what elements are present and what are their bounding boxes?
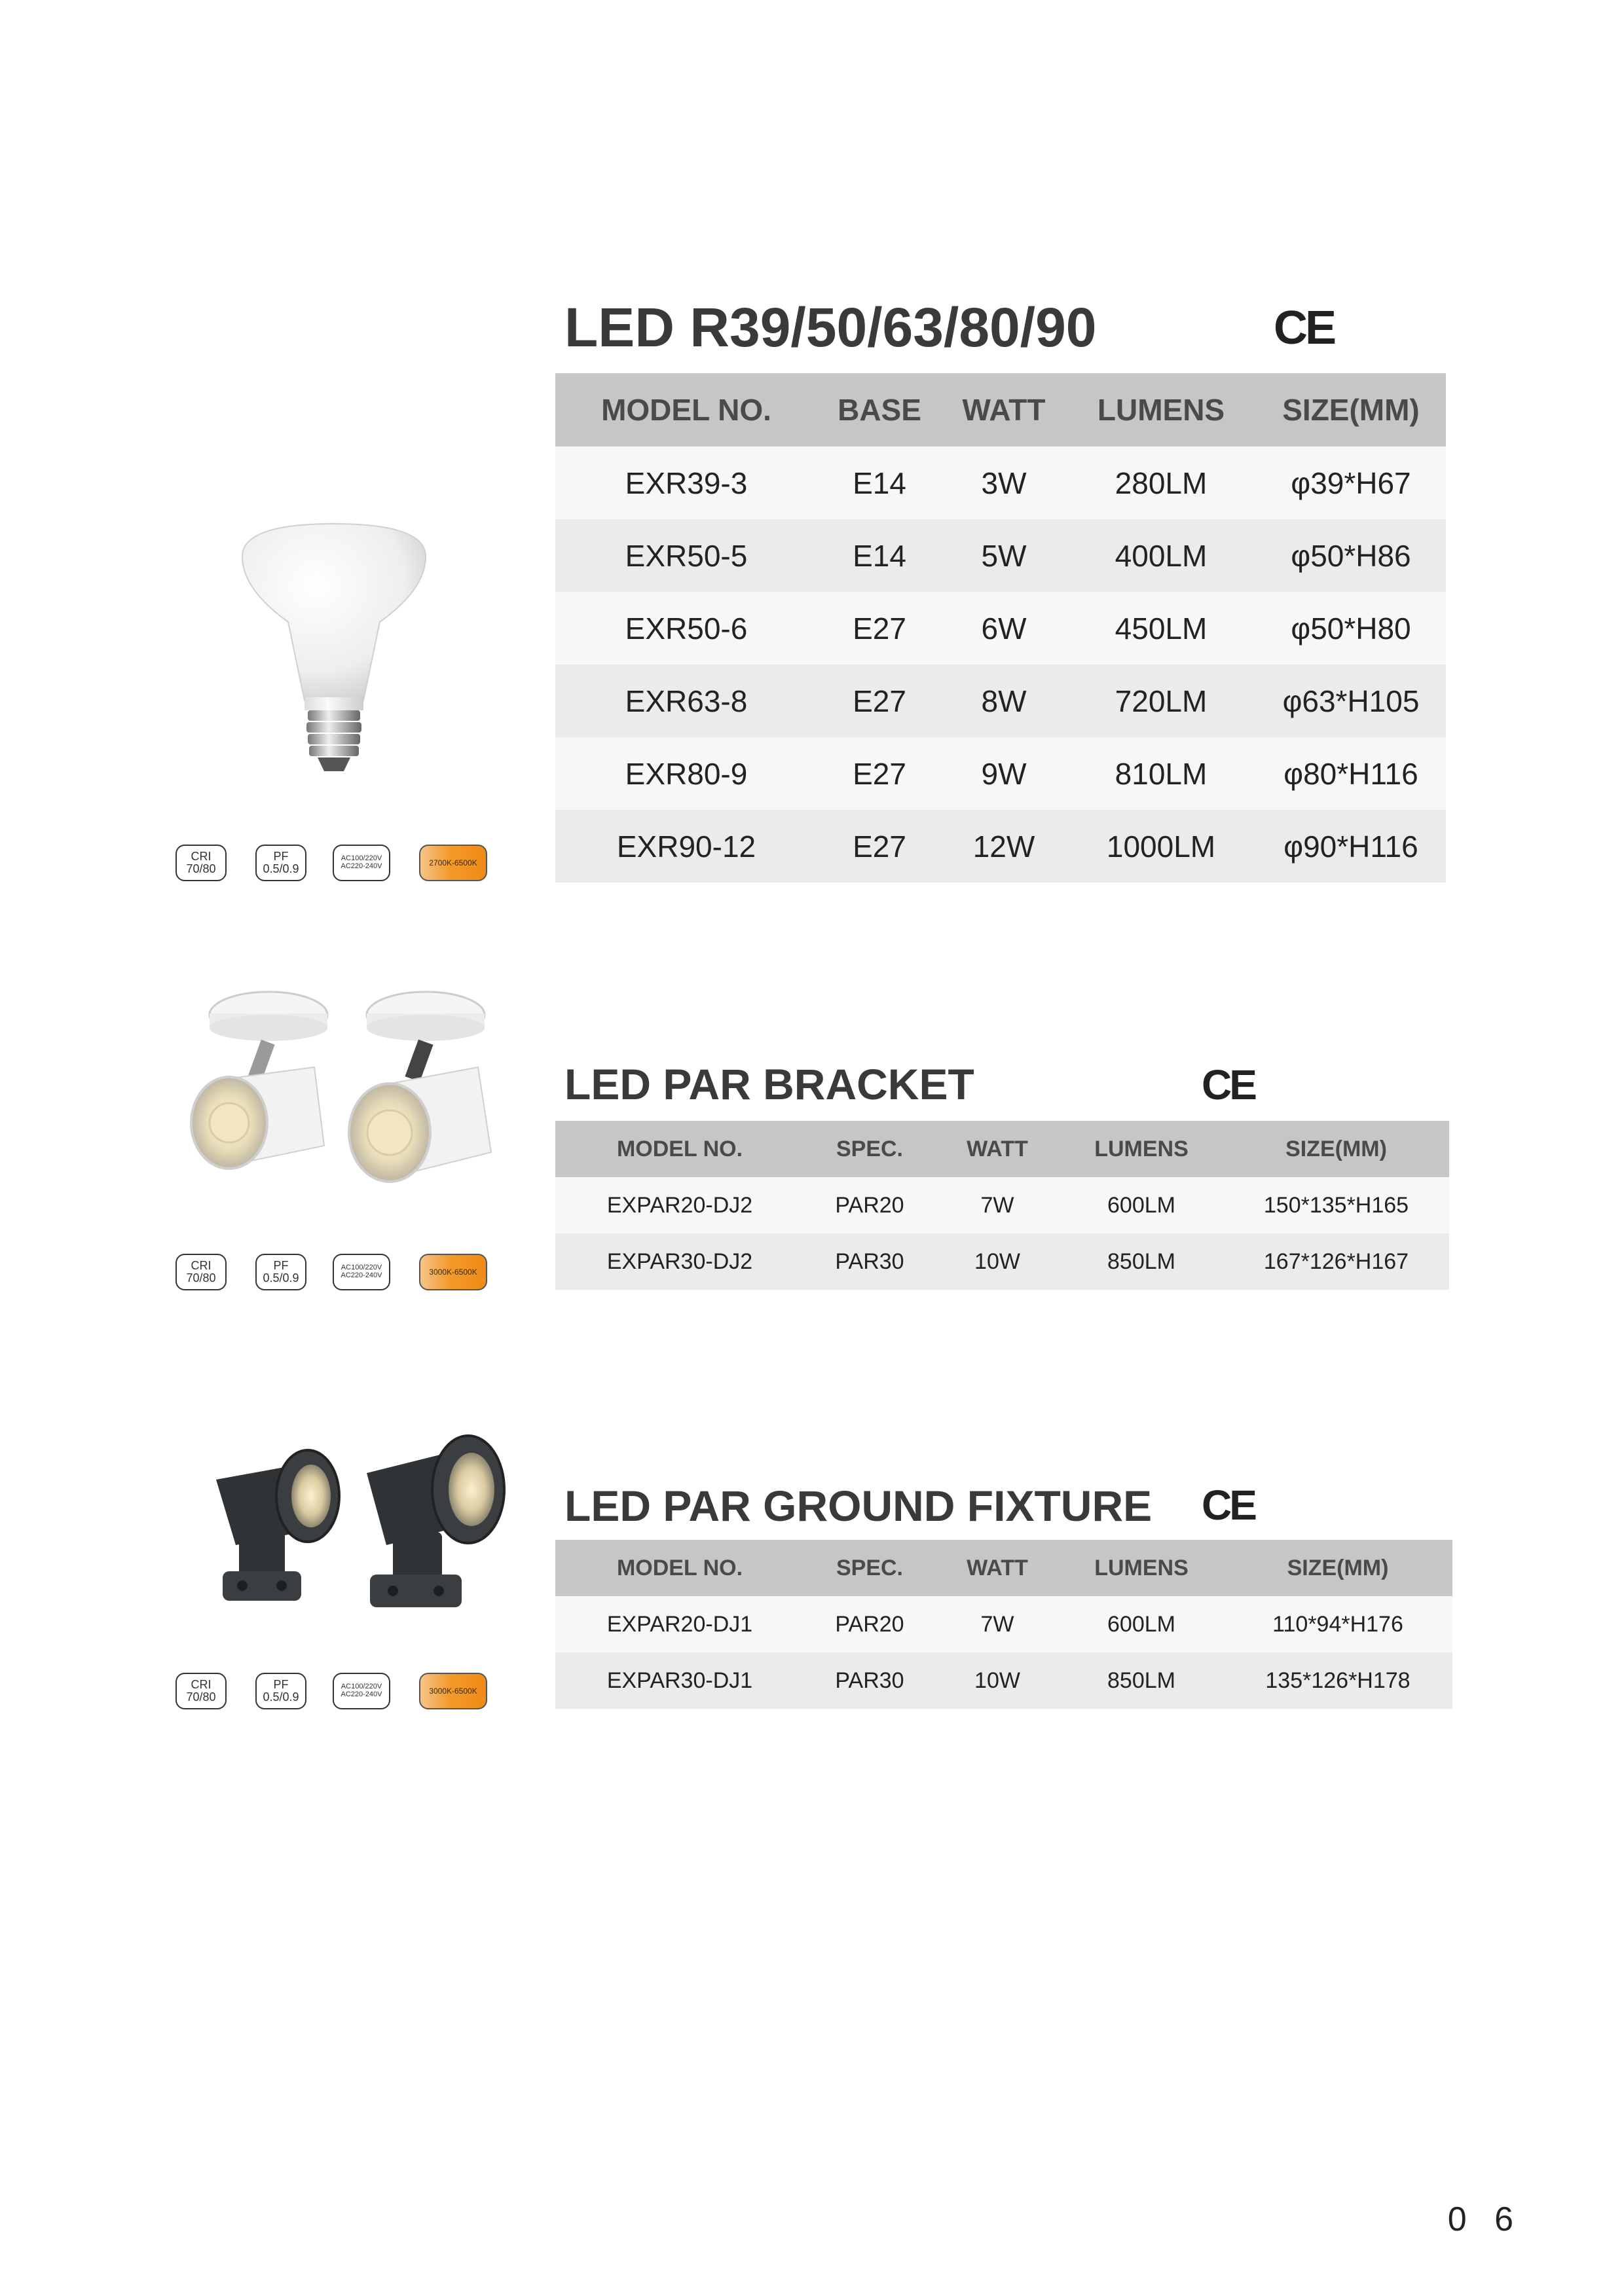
table-cell: 135*126*H178 xyxy=(1223,1652,1452,1709)
table-cell: 110*94*H176 xyxy=(1223,1596,1452,1652)
section-title: LED PAR BRACKET xyxy=(564,1060,974,1108)
table-row xyxy=(555,446,1446,519)
header-cell: SPEC. xyxy=(804,1121,935,1177)
table-cell: 10W xyxy=(935,1652,1060,1709)
cct-badge: 3000K-6500K xyxy=(419,1254,487,1290)
table-cell: EXR63-8 xyxy=(555,665,817,737)
table-cell: φ80*H116 xyxy=(1256,737,1446,810)
table-cell: 850LM xyxy=(1060,1652,1223,1709)
table-cell: PAR30 xyxy=(804,1233,935,1290)
table-cell: φ39*H67 xyxy=(1256,446,1446,519)
table-row xyxy=(555,1177,1449,1233)
header-cell: SIZE(MM) xyxy=(1256,373,1446,446)
table-cell: EXR80-9 xyxy=(555,737,817,810)
table-cell: 1000LM xyxy=(1066,810,1256,883)
header-cell: LUMENS xyxy=(1066,373,1256,446)
table-row xyxy=(555,1233,1449,1290)
cct-badge: 3000K-6500K xyxy=(419,1673,487,1709)
table-cell: 450LM xyxy=(1066,592,1256,665)
page-number: 0 6 xyxy=(1447,2200,1522,2238)
header-cell: BASE xyxy=(817,373,942,446)
ce-mark-icon: CE xyxy=(1202,1061,1255,1108)
table-row xyxy=(555,519,1446,592)
table-cell: 167*126*H167 xyxy=(1223,1233,1449,1290)
table-cell: PAR30 xyxy=(804,1652,935,1709)
table-cell: EXR50-5 xyxy=(555,519,817,592)
table-cell: E27 xyxy=(817,810,942,883)
table-cell: 810LM xyxy=(1066,737,1256,810)
table-row xyxy=(555,1596,1452,1652)
table-row xyxy=(555,1652,1452,1709)
table-cell: 600LM xyxy=(1060,1596,1223,1652)
table-cell: EXPAR20-DJ2 xyxy=(555,1177,804,1233)
table-cell: EXPAR20-DJ1 xyxy=(555,1596,804,1652)
table-cell: 5W xyxy=(942,519,1066,592)
table-cell: 400LM xyxy=(1066,519,1256,592)
table-cell: 8W xyxy=(942,665,1066,737)
table-cell: EXR39-3 xyxy=(555,446,817,519)
section-title: LED PAR GROUND FIXTURE xyxy=(564,1482,1153,1530)
header-cell: MODEL NO. xyxy=(555,1540,804,1596)
cct-badge: 2700K-6500K xyxy=(419,845,487,881)
spec-table xyxy=(555,1540,1452,1709)
table-cell: φ50*H80 xyxy=(1256,592,1446,665)
header-cell: SIZE(MM) xyxy=(1223,1121,1449,1177)
pf-badge: PF 0.5/0.9 xyxy=(255,1673,306,1709)
voltage-badge: AC100/220V AC220-240V xyxy=(333,1673,390,1709)
voltage-badge: AC100/220V AC220-240V xyxy=(333,845,390,881)
pf-badge: PF 0.5/0.9 xyxy=(255,845,306,881)
cri-badge: CRI 70/80 xyxy=(175,1673,227,1709)
header-cell: MODEL NO. xyxy=(555,1121,804,1177)
table-cell: 7W xyxy=(935,1596,1060,1652)
par-bracket-photo xyxy=(177,982,504,1224)
table-cell: 6W xyxy=(942,592,1066,665)
header-cell: LUMENS xyxy=(1060,1540,1223,1596)
table-cell: 12W xyxy=(942,810,1066,883)
table-cell: EXR90-12 xyxy=(555,810,817,883)
table-cell: 600LM xyxy=(1060,1177,1223,1233)
table-cell: 7W xyxy=(935,1177,1060,1233)
header-cell: SIZE(MM) xyxy=(1223,1540,1452,1596)
table-row xyxy=(555,592,1446,665)
table-cell: E27 xyxy=(817,592,942,665)
section-title: LED R39/50/63/80/90 xyxy=(564,297,1097,358)
ce-mark-icon: CE xyxy=(1274,302,1335,354)
table-cell: 280LM xyxy=(1066,446,1256,519)
table-cell: EXR50-6 xyxy=(555,592,817,665)
par-ground-fixture-photo xyxy=(196,1427,511,1617)
table-cell: EXPAR30-DJ2 xyxy=(555,1233,804,1290)
table-cell: EXPAR30-DJ1 xyxy=(555,1652,804,1709)
spec-table xyxy=(555,1121,1449,1290)
pf-badge: PF 0.5/0.9 xyxy=(255,1254,306,1290)
table-cell: PAR20 xyxy=(804,1596,935,1652)
cri-badge: CRI 70/80 xyxy=(175,1254,227,1290)
voltage-badge: AC100/220V AC220-240V xyxy=(333,1254,390,1290)
table-cell: 150*135*H165 xyxy=(1223,1177,1449,1233)
table-cell: 850LM xyxy=(1060,1233,1223,1290)
header-cell: WATT xyxy=(935,1121,1060,1177)
table-cell: 720LM xyxy=(1066,665,1256,737)
table-cell: 10W xyxy=(935,1233,1060,1290)
header-cell: LUMENS xyxy=(1060,1121,1223,1177)
table-row xyxy=(555,810,1446,883)
table-header-row xyxy=(555,1540,1452,1596)
table-cell: E27 xyxy=(817,665,942,737)
table-cell: E14 xyxy=(817,446,942,519)
r-bulb-photo xyxy=(229,511,439,786)
header-cell: WATT xyxy=(942,373,1066,446)
table-header-row xyxy=(555,1121,1449,1177)
header-cell: SPEC. xyxy=(804,1540,935,1596)
table-cell: φ50*H86 xyxy=(1256,519,1446,592)
table-cell: E27 xyxy=(817,737,942,810)
table-cell: 9W xyxy=(942,737,1066,810)
ce-mark-icon: CE xyxy=(1202,1482,1255,1529)
header-cell: WATT xyxy=(935,1540,1060,1596)
table-cell: 3W xyxy=(942,446,1066,519)
table-cell: φ90*H116 xyxy=(1256,810,1446,883)
table-cell: E14 xyxy=(817,519,942,592)
cri-badge: CRI 70/80 xyxy=(175,845,227,881)
spec-table xyxy=(555,373,1446,883)
table-row xyxy=(555,737,1446,810)
table-header-row xyxy=(555,373,1446,446)
header-cell: MODEL NO. xyxy=(555,373,817,446)
table-cell: PAR20 xyxy=(804,1177,935,1233)
table-row xyxy=(555,665,1446,737)
table-cell: φ63*H105 xyxy=(1256,665,1446,737)
